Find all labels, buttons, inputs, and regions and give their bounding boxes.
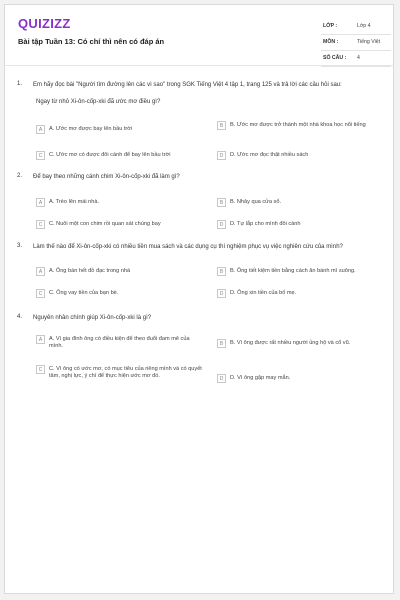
option-letter-box: B xyxy=(217,198,226,207)
option-text: D. Vì ông gặp may mắn. xyxy=(230,375,291,381)
question-number: 3. xyxy=(17,243,23,249)
option-text: A. Ước mơ được bay lên bầu trời xyxy=(49,126,133,132)
meta-value: Tiếng Việt xyxy=(357,39,381,45)
meta-row-grade xyxy=(321,19,391,35)
option-letter-box: A xyxy=(36,198,45,207)
option-letter-box: D xyxy=(217,151,226,160)
meta-row-subject xyxy=(321,35,391,51)
option-text: C. Nuôi một con chim rồi quan sát chúng bay xyxy=(49,221,161,227)
option-letter-box: A xyxy=(36,335,45,344)
question-text: Em hãy đọc bài "Người tìm đường lên các vì sao" trong SGK Tiếng Việt 4 tập 1, trang 125 và trả lời các câu hỏi sau: xyxy=(33,82,342,88)
header-divider xyxy=(5,65,393,66)
meta-value: Lớp 4 xyxy=(357,23,371,29)
question-number: 1. xyxy=(17,81,23,87)
question-text: Làm thế nào để Xi-ôn-cốp-xki có nhiều tiền mua sách và các dụng cụ thí nghiệm phục vụ việc nghiên cứu của mình? xyxy=(33,244,343,250)
option-letter-box: D xyxy=(217,220,226,229)
meta-key: LỚP : xyxy=(323,23,338,29)
option-text: B. Nhảy qua cửa sổ. xyxy=(230,199,282,205)
question-text: Nguyên nhân chính giúp Xi-ôn-cốp-xki là gì? xyxy=(33,315,152,321)
option-letter-box: A xyxy=(36,267,45,276)
question-text: Để bay theo những cánh chim Xi-ôn-cốp-xki đã làm gì? xyxy=(33,174,180,180)
meta-key: MÔN : xyxy=(323,39,339,45)
option-letter-box: B xyxy=(217,267,226,276)
option-text: D. Ông xin tiền của bố mẹ. xyxy=(230,290,297,296)
meta-value: 4 xyxy=(357,55,360,61)
option-text: C. Vì ông có ước mơ, có mục tiêu của riêng mình và có quyết tâm, nghị lực, ý chí để thực hiện ước mơ đó. xyxy=(49,366,202,379)
quizizz-logo: QUIZIZZ xyxy=(18,16,71,31)
option-letter-box: D xyxy=(217,374,226,383)
option-letter-box: C xyxy=(36,220,45,229)
option-letter-box: C xyxy=(36,151,45,160)
option-letter-box: B xyxy=(217,121,226,130)
option-text: D. Ước mơ đọc thật nhiều sách xyxy=(230,152,309,158)
worksheet-title: Bài tập Tuần 13: Có chí thì nên có đáp án xyxy=(18,37,165,46)
option-text: A. Trèo lên mái nhà. xyxy=(49,199,100,205)
question-number: 2. xyxy=(17,173,23,179)
question-number: 4. xyxy=(17,314,23,320)
meta-table xyxy=(321,19,391,67)
option-text: B. Ước mơ được trở thành một nhà khoa học nổi tiếng xyxy=(230,122,366,128)
question-subtext: Ngay từ nhỏ Xi-ôn-cốp-xki đã ước mơ điều gì? xyxy=(36,99,161,105)
meta-key: SỐ CÂU : xyxy=(323,55,347,61)
option-text: C. Ước mơ có được đôi cánh để bay lên bầu trời xyxy=(49,152,171,158)
option-text: D. Tự lắp cho mình đôi cánh xyxy=(230,221,301,227)
option-letter-box: D xyxy=(217,289,226,298)
option-letter-box: A xyxy=(36,125,45,134)
option-letter-box: B xyxy=(217,339,226,348)
option-text: A. Vì gia đình ông có điều kiện để theo đuổi đam mê của mình. xyxy=(49,336,190,349)
option-letter-box: C xyxy=(36,365,45,374)
option-letter-box: C xyxy=(36,289,45,298)
option-text: B. Vì ông được rất nhiều người ủng hộ và cổ vũ. xyxy=(230,340,351,346)
option-text: B. Ông tiết kiệm tiền bằng cách ăn bánh mì suông. xyxy=(230,268,356,274)
worksheet-page xyxy=(4,4,394,594)
option-text: A. Ông bán hết đồ đạc trong nhà xyxy=(49,268,131,274)
option-text: C. Ông vay tiền của bạn bè. xyxy=(49,290,119,296)
